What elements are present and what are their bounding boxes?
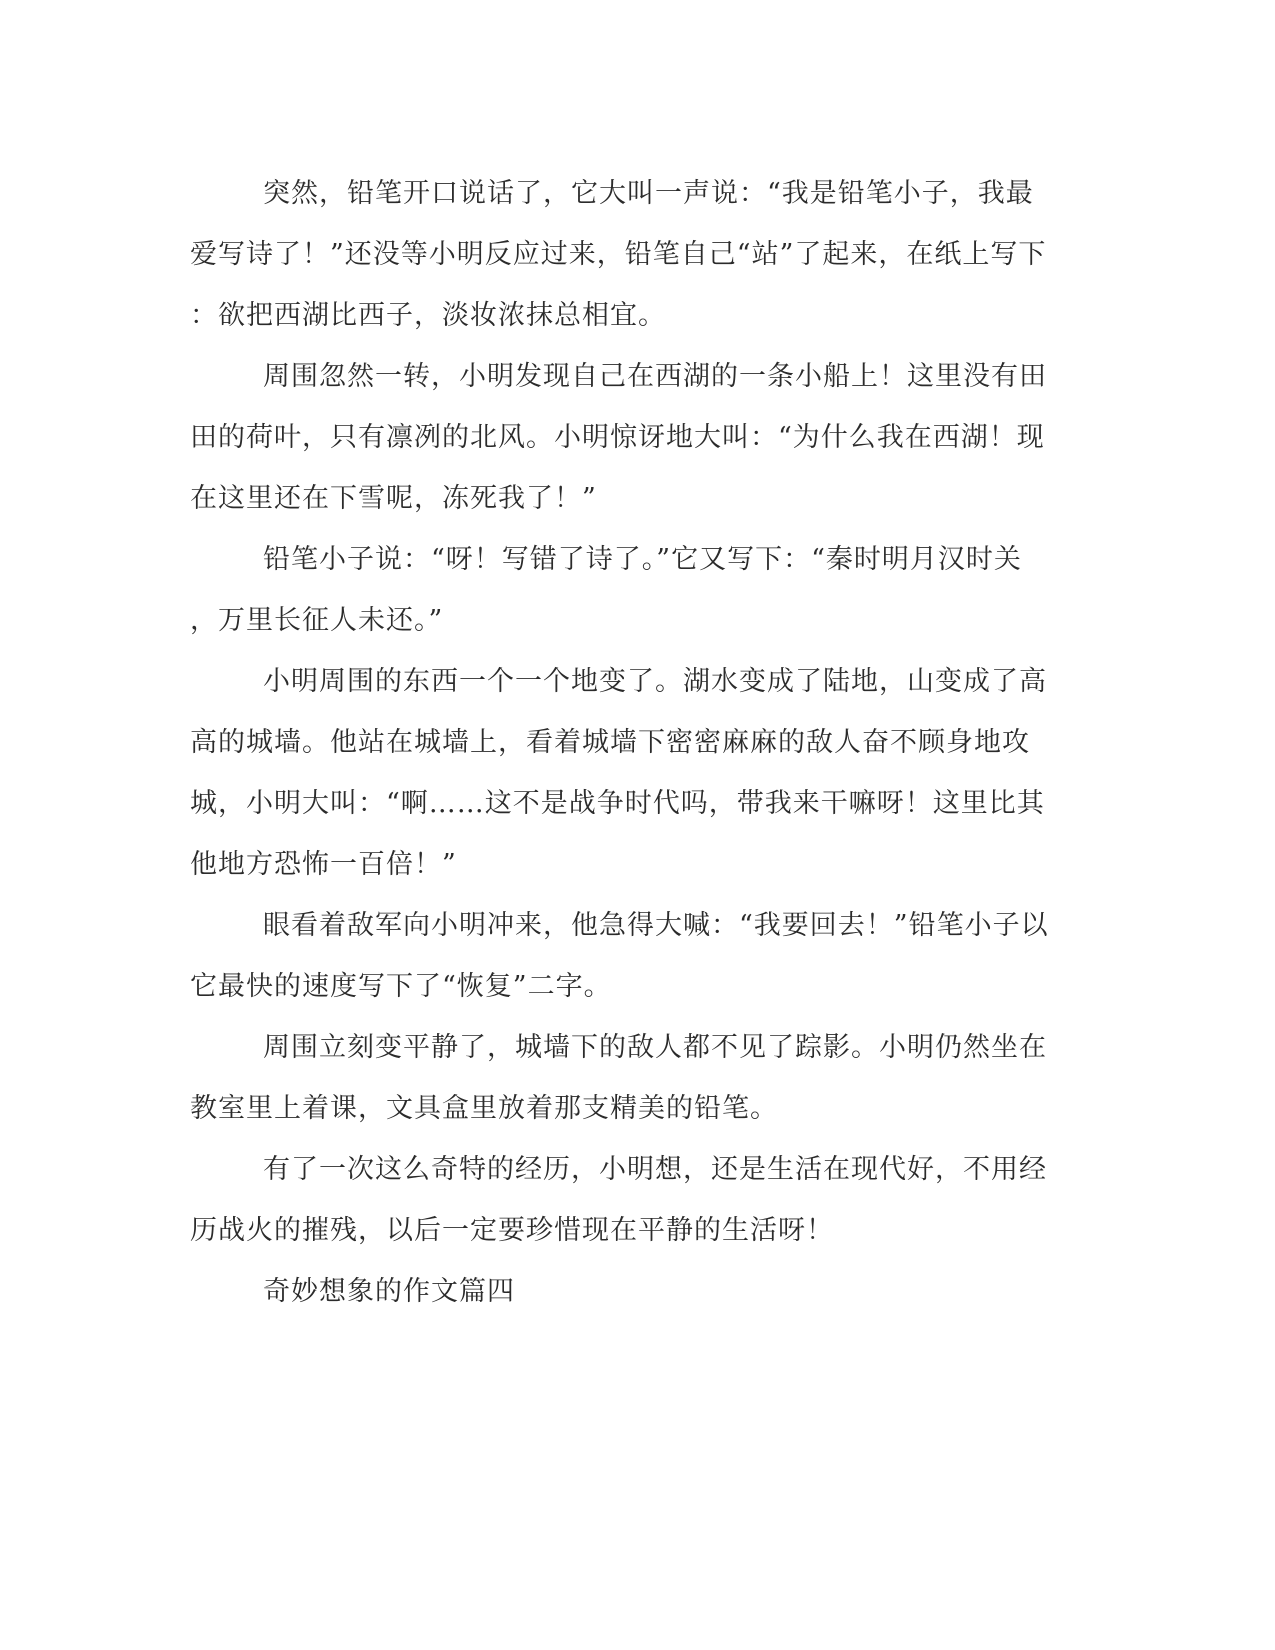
section-heading [190, 1261, 1080, 1322]
text-line: 有了一次这么奇特的经历，小明想，还是生活在现代好，不用经 [263, 1154, 1047, 1185]
text-line: 田的荷叶，只有凛冽的北风。小明惊讶地大叫：“为什么我在西湖！现 [190, 422, 1045, 453]
text-line: 小明周围的东西一个一个地变了。湖水变成了陆地，山变成了高 [263, 666, 1047, 697]
paragraph [190, 529, 1080, 651]
heading-line: 奇妙想象的作文篇四 [263, 1276, 515, 1307]
text-line: 周围立刻变平静了，城墙下的敌人都不见了踪影。小明仍然坐在 [263, 1032, 1047, 1063]
text-line: 高的城墙。他站在城墙上，看着城墙下密密麻麻的敌人奋不顾身地攻 [190, 727, 1030, 758]
text-line: 眼看着敌军向小明冲来，他急得大喊：“我要回去！”铅笔小子以 [263, 910, 1049, 941]
text-line: 铅笔小子说：“呀！写错了诗了。”它又写下：“秦时明月汉时关 [263, 544, 1022, 575]
text-line: ：欲把西湖比西子，淡妆浓抹总相宜。 [190, 300, 666, 331]
text-line: 教室里上着课，文具盒里放着那支精美的铅笔。 [190, 1093, 778, 1124]
paragraph [190, 1017, 1080, 1139]
text-line: 突然，铅笔开口说话了，它大叫一声说：“我是铅笔小子，我最 [263, 178, 1034, 209]
text-line: 他地方恐怖一百倍！” [190, 849, 457, 880]
paragraph [190, 346, 1080, 529]
text-line: 它最快的速度写下了“恢复”二字。 [190, 971, 612, 1002]
paragraph [190, 651, 1080, 895]
text-line: ，万里长征人未还。” [190, 605, 444, 636]
paragraph [190, 1139, 1080, 1261]
text-line: 爱写诗了！”还没等小明反应过来，铅笔自己“站”了起来，在纸上写下 [190, 239, 1047, 270]
text-line: 在这里还在下雪呢，冻死我了！” [190, 483, 597, 514]
text-line: 周围忽然一转，小明发现自己在西湖的一条小船上！这里没有田 [263, 361, 1047, 392]
text-line: 城，小明大叫：“啊……这不是战争时代吗，带我来干嘛呀！这里比其 [190, 788, 1045, 819]
document-body [190, 163, 1080, 1322]
paragraph [190, 163, 1080, 346]
paragraph [190, 895, 1080, 1017]
text-line: 历战火的摧残，以后一定要珍惜现在平静的生活呀！ [190, 1215, 834, 1246]
